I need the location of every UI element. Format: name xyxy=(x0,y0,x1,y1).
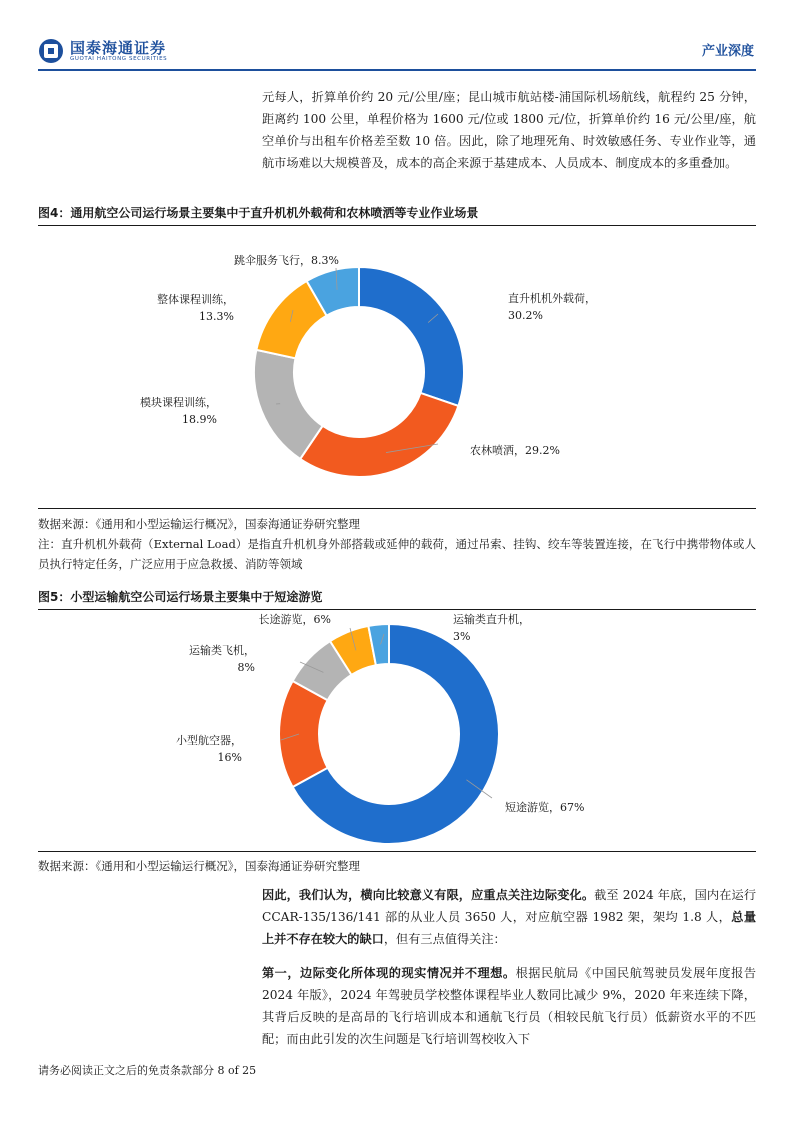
logo-icon xyxy=(38,38,64,64)
conclusion-lead xyxy=(262,884,756,950)
intro-paragraph xyxy=(262,86,756,174)
figure4-notes xyxy=(38,514,756,574)
slice-label: 整体课程训练， 13.3% xyxy=(157,293,234,323)
page-footer: 请务必阅读正文之后的免责条款部分 8 of 25 xyxy=(38,1064,257,1077)
slice-label: 运输类直升机， 3% xyxy=(453,613,530,643)
report-section-label: 产业深度 xyxy=(701,44,754,59)
conclusion-lead-bold: 因此，我们认为，横向比较意义有限，应重点关注边际变化。 xyxy=(262,888,595,902)
conclusion-paragraph xyxy=(262,884,756,1050)
slice-label: 小型航空器， 16% xyxy=(176,734,242,764)
figure4-donut-chart xyxy=(38,230,756,505)
figure5-donut-chart xyxy=(38,610,756,848)
slice-label: 运输类飞机， 8% xyxy=(189,644,255,674)
logo-text-en: GUOTAI HAITONG SECURITIES xyxy=(70,56,168,62)
slice-label: 跳伞服务飞行，8.3% xyxy=(234,254,339,267)
point1-text: 根据民航局《中国民航驾驶员发展年度报告 2024 年版》，2024 年驾驶员学校整体课程毕业人数同比减少 9%，2020 年来连续下降，其背后反映的是高昂的飞行培训成本和通航飞行员（相较民航飞行员）低薪资水平的不匹配；而由此引发的次生问题是飞行培训驾校收入下 xyxy=(262,966,757,1046)
figure5-bottom-divider xyxy=(38,851,756,852)
donut-slice xyxy=(254,350,323,459)
logo-text-cn: 国泰海通证券 xyxy=(70,39,167,57)
slice-label: 农林喷洒，29.2% xyxy=(470,444,560,457)
slice-label: 模块课程训练， 18.9% xyxy=(140,396,217,426)
slice-label: 长途游览，6% xyxy=(258,613,331,626)
company-logo xyxy=(38,36,178,66)
header-divider xyxy=(38,69,756,71)
conclusion-point1 xyxy=(262,962,756,1050)
conclusion-lead-text-2: ，但有三点值得关注： xyxy=(383,932,506,946)
figure4-bottom-divider xyxy=(38,508,756,509)
donut-slice xyxy=(359,267,464,406)
intro-paragraph-text: 元每人，折算单价约 20 元/公里/座；昆山城市航站楼-浦国际机场航线，航程约 25 分钟，距离约 100 公里，单程价格为 1600 元/位或 1800 元/位，折算单价约 16 元/公里/座，航空单价与出租车价格差至数 10 倍。因此，除了地理死角、时效敏感任务、专业作业等，通航市场难以大规模普及，成本的高企来源于基建成本、人员成本、制度成本的多重叠加。 xyxy=(262,90,756,170)
figure5-title: 图5：小型运输航空公司运行场景主要集中于短途游览 xyxy=(38,588,756,610)
conclusion-lead-bold-2: 总量上并不存在较大的缺口 xyxy=(262,910,757,946)
point1-bold: 第一，边际变化所体现的现实情况并不理想。 xyxy=(262,966,516,980)
donut-slice xyxy=(300,393,458,477)
figure5-source: 数据来源：《通用和小型运输运行概况》，国泰海通证券研究整理 xyxy=(38,859,360,873)
figure4-title: 图4：通用航空公司运行场景主要集中于直升机机外载荷和农林喷洒等专业作业场景 xyxy=(38,204,756,226)
figure5-notes xyxy=(38,856,756,876)
figure4-source: 数据来源：《通用和小型运输运行概况》，国泰海通证券研究整理 xyxy=(38,517,360,531)
conclusion-lead-text: 截至 2024 年底，国内在运行 CCAR-135/136/141 部的从业人员 3650 人，对应航空器 1982 架，架均 1.8 人， xyxy=(262,888,757,924)
figure4-note: 注：直升机机外载荷（External Load）是指直升机机身外部搭载或延伸的载荷，通过吊索、挂钩、绞车等装置连接，在飞行中携带物体或人员执行特定任务，广泛应用于应急救援、消防等领域 xyxy=(38,537,756,571)
slice-label: 直升机机外载荷， 30.2% xyxy=(508,292,596,322)
slice-label: 短途游览，67% xyxy=(505,801,585,814)
